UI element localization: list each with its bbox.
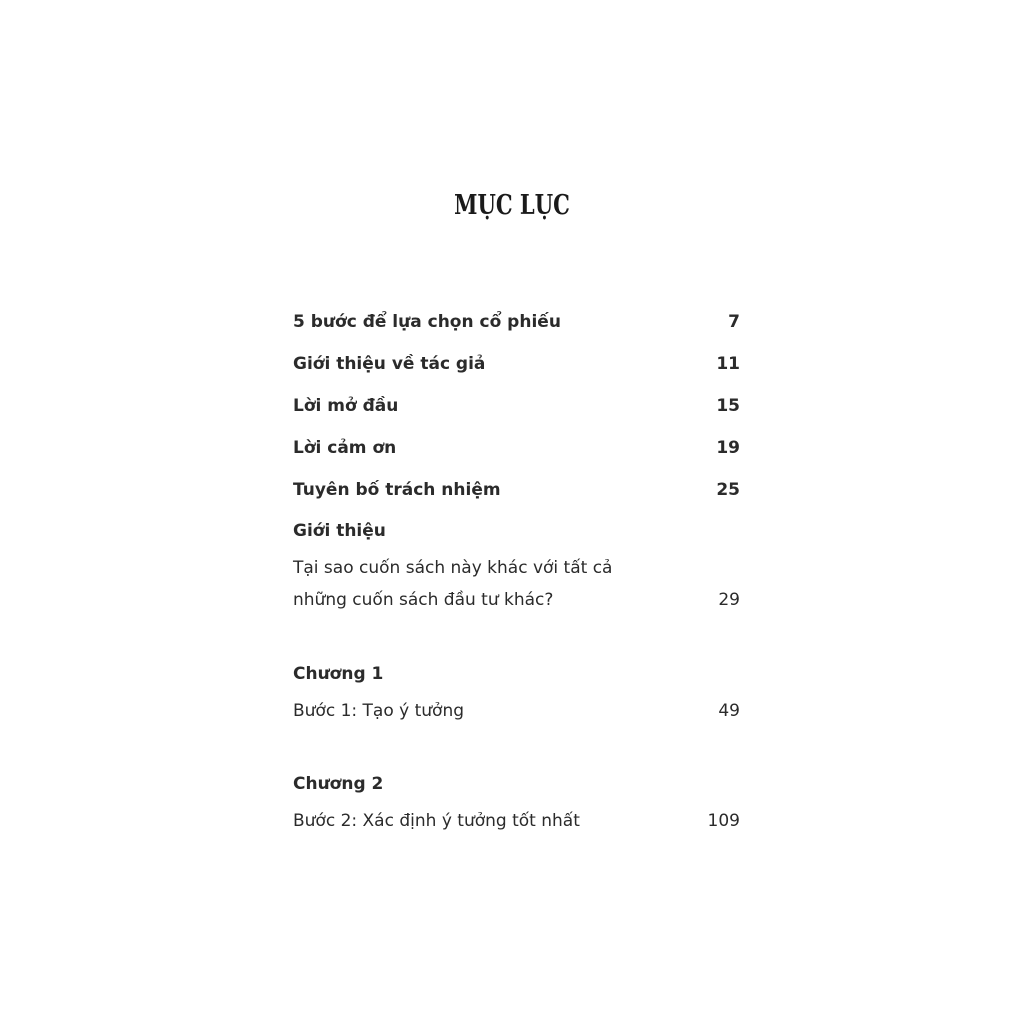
section-heading-label: Giới thiệu <box>293 521 386 541</box>
chapter-heading-label: Chương 1 <box>293 664 384 684</box>
toc-entry-page: 29 <box>718 590 740 610</box>
toc-entry-label: 5 bước để lựa chọn cổ phiếu <box>293 312 561 332</box>
toc-entry-label: Bước 2: Xác định ý tưởng tốt nhất <box>293 811 580 831</box>
toc-entry-label: Lời cảm ơn <box>293 438 397 458</box>
toc-entry[interactable] <box>293 352 740 376</box>
toc-entry-label: Tuyên bố trách nhiệm <box>293 480 501 500</box>
toc-entry[interactable] <box>293 478 740 502</box>
page-title: MỤC LỤC <box>454 190 570 221</box>
toc-entry[interactable] <box>293 310 740 334</box>
chapter-heading <box>293 662 740 686</box>
toc-section-heading <box>293 519 740 543</box>
toc-entry[interactable] <box>293 699 740 723</box>
toc-entry[interactable] <box>293 809 740 833</box>
toc-entry-page: 109 <box>707 811 740 831</box>
toc-entry-label: Bước 1: Tạo ý tưởng <box>293 701 465 721</box>
toc-entry-page: 25 <box>716 480 740 500</box>
chapter-heading <box>293 772 740 796</box>
toc-entry-label: Tại sao cuốn sách này khác với tất cả <box>293 558 613 578</box>
chapter-heading-label: Chương 2 <box>293 774 384 794</box>
toc-entry[interactable] <box>293 588 740 612</box>
toc-entry-label: những cuốn sách đầu tư khác? <box>293 590 554 610</box>
toc-entry-page: 19 <box>716 438 740 458</box>
toc-entry[interactable] <box>293 394 740 418</box>
toc-entry-page: 49 <box>718 701 740 721</box>
toc-entry-page: 15 <box>716 396 740 416</box>
toc-entry-page: 11 <box>716 354 740 374</box>
toc-entry-label: Lời mở đầu <box>293 396 399 416</box>
toc-entry[interactable] <box>293 436 740 460</box>
toc-entry-line[interactable] <box>293 556 740 580</box>
toc-entry-label: Giới thiệu về tác giả <box>293 354 486 374</box>
toc-entry-page: 7 <box>728 312 740 332</box>
